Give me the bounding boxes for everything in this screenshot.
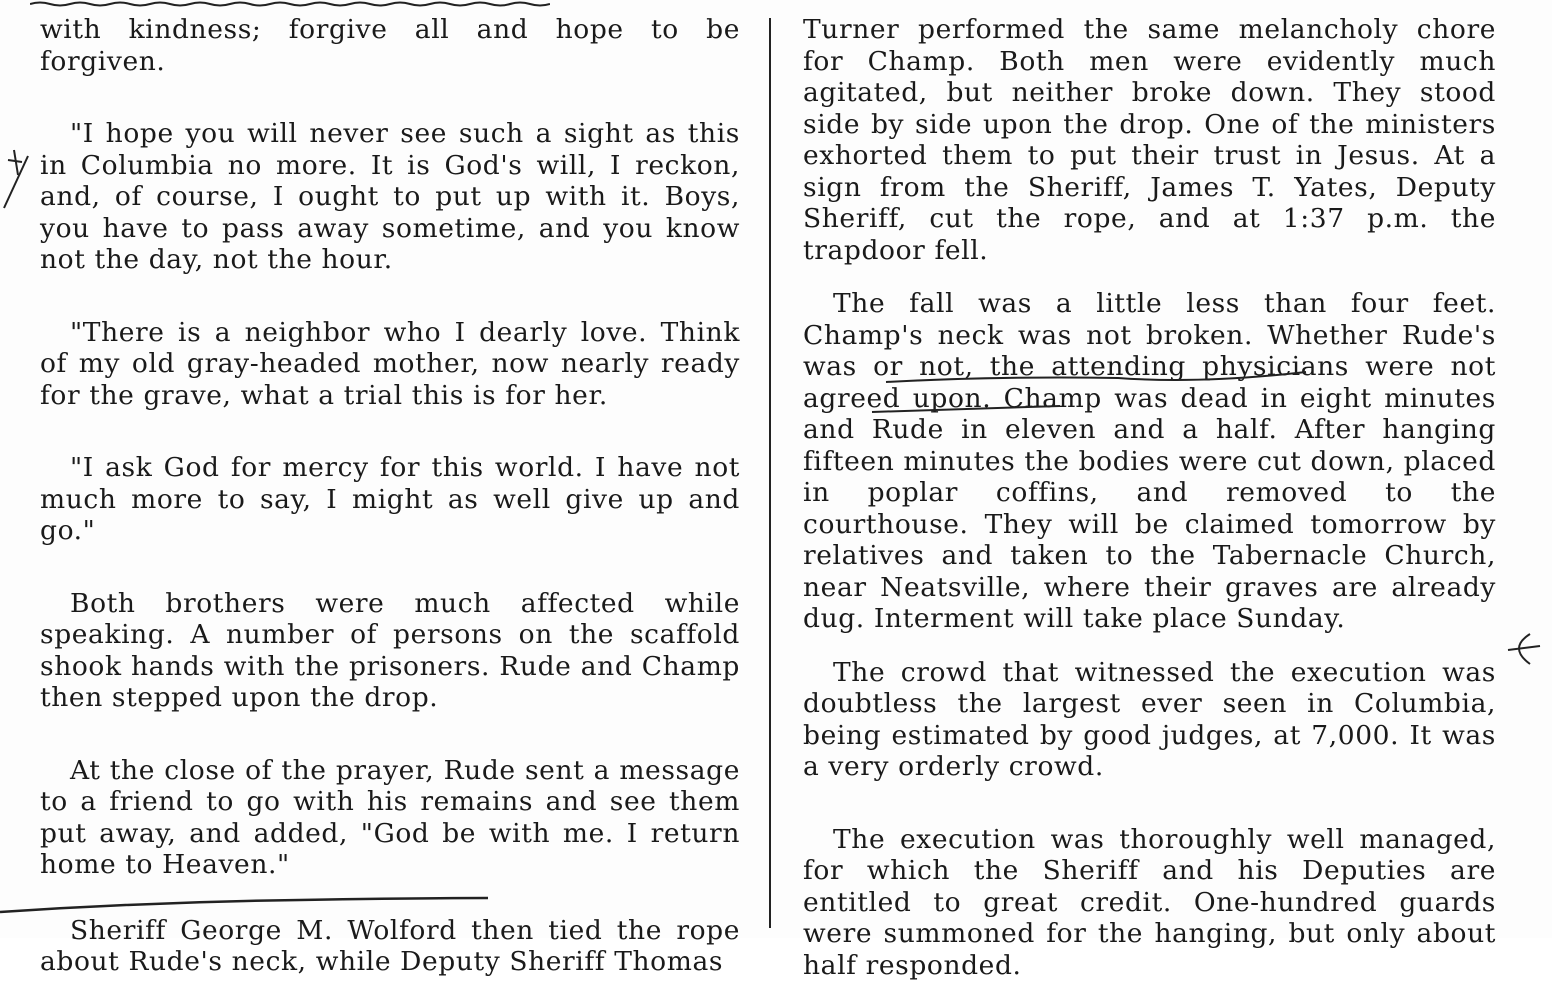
- top-edge-rule: [30, 0, 550, 8]
- right-paragraph-2: The fall was a little less than four feet. Champ's neck was not broken. Whether Rude's was or not, the attending physicians were not agreed upon. Champ was dead in eight minutes and Rude in eleven and a half. After hanging fifteen minutes the bodies were cut down, placed in poplar coffins, and removed to the courthouse. They will be claimed tomorrow by relatives and taken to the Tabernacle Church, near Neatsville, where their graves are already dug. Interment will take place Sunday.: [803, 288, 1496, 635]
- right-paragraph-3: The crowd that witnessed the execution was doubtless the largest ever seen in Columbia, being estimated by good judges, at 7,000. It was a very orderly crowd.: [803, 657, 1496, 783]
- left-paragraph-4: "I ask God for mercy for this world. I have not much more to say, I might as well give up and go.": [40, 452, 740, 547]
- left-paragraph-3: "There is a neighbor who I dearly love. Think of my old gray-headed mother, now nearly ready for the grave, what a trial this is for her.: [40, 317, 740, 412]
- column-divider: [769, 18, 771, 928]
- margin-arrow-mark-right: [1508, 634, 1540, 664]
- left-paragraph-5: Both brothers were much affected while speaking. A number of persons on the scaffold shook hands with the prisoners. Rude and Champ then stepped upon the drop.: [40, 588, 740, 714]
- right-column: [803, 14, 1496, 981]
- left-paragraph-6: At the close of the prayer, Rude sent a message to a friend to go with his remains and see them put away, and added, "God be with me. I return home to Heaven.": [40, 755, 740, 881]
- left-paragraph-1: with kindness; forgive all and hope to be forgiven.: [40, 14, 740, 77]
- left-column: [40, 14, 740, 978]
- right-paragraph-1: Turner performed the same melancholy chore for Champ. Both men were evidently much agitated, but neither broke down. They stood side by side upon the drop. One of the ministers exhorted them to put their trust in Jesus. At a sign from the Sheriff, James T. Yates, Deputy Sheriff, cut the rope, and at 1:37 p.m. the trapdoor fell.: [803, 14, 1496, 266]
- left-paragraph-7: Sheriff George M. Wolford then tied the rope about Rude's neck, while Deputy Sheriff Thomas: [40, 915, 740, 978]
- left-paragraph-2: "I hope you will never see such a sight as this in Columbia no more. It is God's will, I reckon, and, of course, I ought to put up with it. Boys, you have to pass away sometime, and you know not the day, not the hour.: [40, 118, 740, 276]
- right-paragraph-4: The execution was thoroughly well managed, for which the Sheriff and his Deputies are entitled to great credit. One-hundred guards were summoned for the hanging, but only about half responded.: [803, 824, 1496, 981]
- margin-arrow-mark-left: [4, 150, 28, 208]
